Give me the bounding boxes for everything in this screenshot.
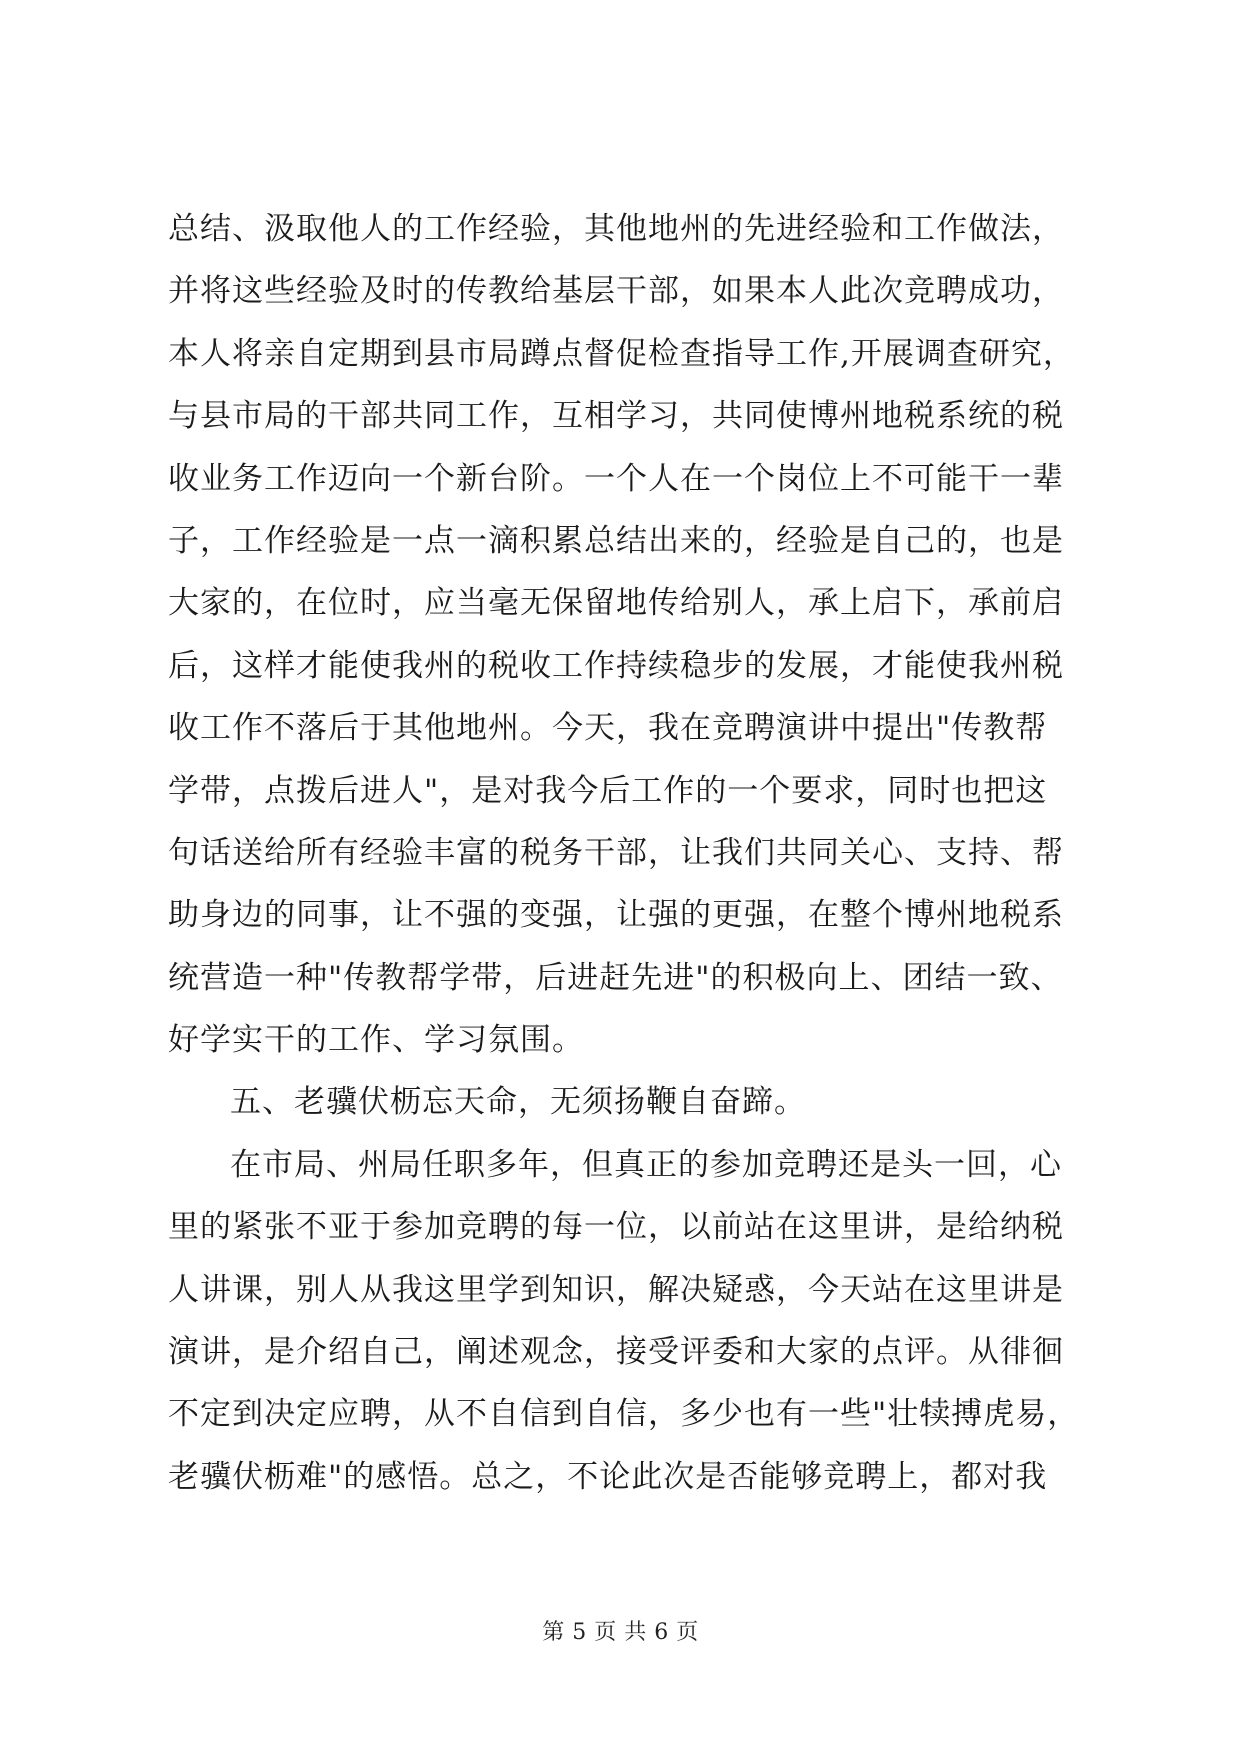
text-line: 大家的，在位时，应当毫无保留地传给别人，承上启下，承前启 <box>168 585 1064 622</box>
text-line: 助身边的同事，让不强的变强，让强的更强，在整个博州地税系 <box>168 897 1064 934</box>
text-line: 句话送给所有经验丰富的税务干部，让我们共同关心、支持、帮 <box>168 834 1064 871</box>
text-line: 人讲课，别人从我这里学到知识，解决疑惑，今天站在这里讲是 <box>168 1271 1064 1308</box>
text-line: 与县市局的干部共同工作，互相学习，共同使博州地税系统的税 <box>168 398 1064 435</box>
text-line: 统营造一种"传教帮学带，后进赶先进"的积极向上、团结一致、 <box>168 959 1063 996</box>
text-line: 学带，点拨后进人"，是对我今后工作的一个要求，同时也把这 <box>168 772 1048 809</box>
text-line: 老骥伏枥难"的感悟。总之，不论此次是否能够竞聘上，都对我 <box>168 1458 1048 1495</box>
body-text <box>168 198 1128 1508</box>
text-line: 总结、汲取他人的工作经验，其他地州的先进经验和工作做法， <box>168 211 1064 247</box>
text-line: 演讲，是介绍自己，阐述观念，接受评委和大家的点评。从徘徊 <box>168 1334 1064 1371</box>
text-line: 并将这些经验及时的传教给基层干部，如果本人此次竞聘成功， <box>168 273 1064 310</box>
text-line: 不定到决定应聘，从不自信到自信，多少也有一些"壮犊搏虎易， <box>168 1396 1080 1433</box>
text-line: 子，工作经验是一点一滴积累总结出来的，经验是自己的，也是 <box>168 522 1064 559</box>
text-line: 收工作不落后于其他地州。今天，我在竞聘演讲中提出"传教帮 <box>168 710 1048 747</box>
section-heading: 五、老骥伏枥忘天命，无须扬鞭自奋蹄。 <box>230 1084 806 1121</box>
text-line: 里的紧张不亚于参加竞聘的每一位，以前站在这里讲，是给纳税 <box>168 1209 1064 1246</box>
text-line: 收业务工作迈向一个新台阶。一个人在一个岗位上不可能干一辈 <box>168 460 1064 497</box>
text-line: 好学实干的工作、学习氛围。 <box>168 1022 584 1059</box>
page-footer: 第 5 页 共 6 页 <box>542 1620 699 1645</box>
text-line: 本人将亲自定期到县市局蹲点督促检查指导工作,开展调查研究， <box>168 335 1075 372</box>
text-line: 在市局、州局任职多年，但真正的参加竞聘还是头一回，心 <box>230 1146 1062 1183</box>
text-line: 后，这样才能使我州的税收工作持续稳步的发展，才能使我州税 <box>168 647 1064 684</box>
